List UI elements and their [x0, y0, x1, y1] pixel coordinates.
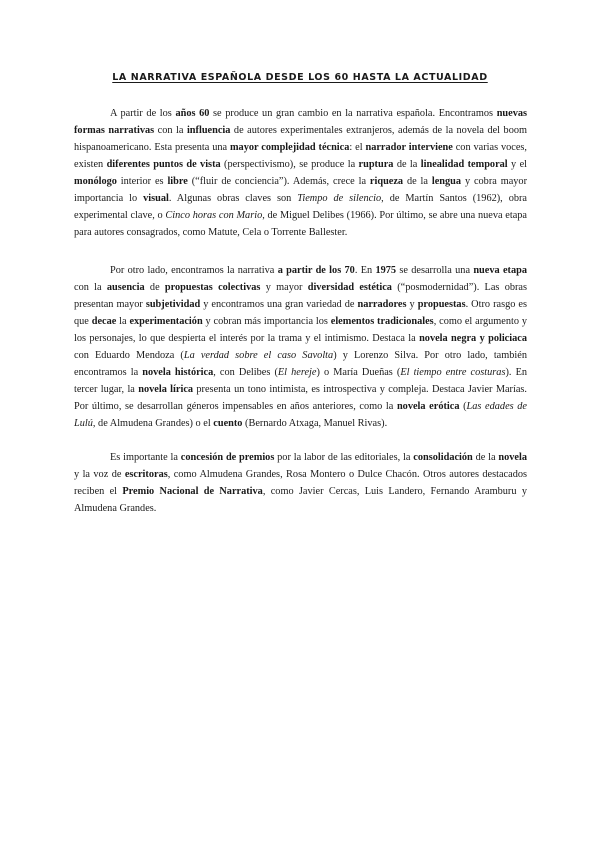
bold-text: 1975	[375, 265, 397, 276]
text-run: con varias voces, existen	[74, 142, 527, 170]
italic-title: La verdad sobre el caso Savolta	[183, 350, 334, 361]
page-title: LA NARRATIVA ESPAÑOLA DESDE LOS 60 HASTA LA ACTUALIDAD	[112, 72, 488, 83]
text-run: por la labor de las editoriales, la	[274, 452, 414, 463]
text-run: con la	[74, 282, 107, 293]
text-run: y cobra mayor importancia lo	[74, 176, 528, 204]
bold-text: novela histórica	[142, 367, 214, 378]
text-run: A partir de los	[110, 108, 176, 119]
text-run: presenta un tono intimista, es introspectiva y compleja. Destaca Javier Marías. Por último, se desarrollan géneros impensables en años anteriores, como la	[74, 384, 527, 412]
bold-text: riqueza	[369, 176, 404, 187]
bold-text: años 60	[175, 108, 210, 119]
text-run: y	[406, 299, 418, 310]
italic-title: Las edades de Lulú	[74, 401, 527, 429]
text-run: y encontramos una gran variedad de	[200, 299, 358, 310]
text-run: y la voz de	[74, 469, 125, 480]
text-run: y cobran más importancia los	[202, 316, 331, 327]
text-run: de la	[472, 452, 499, 463]
bold-text: novela lírica	[138, 384, 194, 395]
text-run: ). En tercer lugar, la	[74, 367, 528, 395]
paragraph-3	[74, 449, 527, 517]
text-run: de la	[403, 176, 432, 187]
bold-text: novela	[498, 452, 527, 463]
text-run: y mayor	[260, 282, 308, 293]
bold-text: escritoras	[124, 469, 168, 480]
text-run: . Algunas obras claves son	[168, 193, 298, 204]
italic-title: Tiempo de silencio	[297, 193, 382, 204]
text-run: ) y Lorenzo Silva. Por otro lado, también encontramos la	[74, 350, 527, 378]
text-run: y el	[507, 159, 528, 170]
bold-text: mayor complejidad técnica	[229, 142, 350, 153]
bold-text: influencia	[186, 125, 231, 136]
text-run: , de Miguel Delibes (1966). Por último, se abre una nueva etapa para autores consagrados, como Matute, Cela o Torrente Ballester.	[74, 210, 527, 238]
bold-text: concesión de premios	[180, 452, 275, 463]
bold-text: Premio Nacional de Narrativa	[122, 486, 263, 497]
text-run: se produce un gran cambio en la narrativa española. Encontramos	[209, 108, 497, 119]
text-run: la	[116, 316, 130, 327]
bold-text: experimentación	[129, 316, 203, 327]
italic-title: Cinco horas con Mario	[165, 210, 263, 221]
bold-text: cuento	[213, 418, 243, 429]
bold-text: ruptura	[358, 159, 394, 170]
paragraph-1	[74, 105, 527, 241]
bold-text: a partir de los 70	[277, 265, 355, 276]
text-run: . Otro rasgo es que	[74, 299, 527, 327]
bold-text: novela negra y policiaca	[419, 333, 527, 344]
bold-text: lengua	[431, 176, 462, 187]
text-run: , con Delibes (	[213, 367, 278, 378]
bold-text: consolidación	[413, 452, 473, 463]
text-run: , como Javier Cercas, Luis Landero, Fernando Aramburu y Almudena Grandes.	[74, 486, 527, 514]
bold-text: decae	[91, 316, 117, 327]
bold-text: propuestas	[417, 299, 466, 310]
bold-text: ausencia	[106, 282, 145, 293]
text-run: Por otro lado, encontramos la narrativa	[110, 265, 278, 276]
text-run: , como el argumento y los personajes, lo que despierta el interés por la trama y el intimismo. Destaca la	[74, 316, 527, 344]
bold-text: libre	[167, 176, 188, 187]
bold-text: narrador interviene	[365, 142, 453, 153]
bold-text: subjetividad	[145, 299, 201, 310]
bold-text: nuevas formas narrativas	[74, 108, 528, 136]
text-run: : el	[349, 142, 366, 153]
text-run: (	[459, 401, 467, 412]
paragraph-2	[74, 262, 527, 432]
text-run: (“posmodernidad”). Las obras presentan mayor	[74, 282, 528, 310]
bold-text: diferentes puntos de vista	[106, 159, 221, 170]
bold-text: monólogo	[74, 176, 117, 187]
text-run: , de Almudena Grandes) o el	[92, 418, 214, 429]
text-run: , de Martín Santos (1962), obra experimental clave, o	[74, 193, 527, 221]
bold-text: propuestas colectivas	[164, 282, 261, 293]
text-run: de la	[393, 159, 421, 170]
bold-text: novela erótica	[396, 401, 460, 412]
italic-title: El tiempo entre costuras	[400, 367, 506, 378]
text-run: con Eduardo Mendoza (	[74, 350, 184, 361]
text-run: (“fluir de conciencia”). Además, crece la	[187, 176, 370, 187]
text-run: . En	[354, 265, 376, 276]
bold-text: nueva etapa	[473, 265, 527, 276]
bold-text: narradores	[357, 299, 407, 310]
bold-text: diversidad estética	[307, 282, 392, 293]
text-run: Es importante la	[110, 452, 181, 463]
text-run: ) o María Dueñas (	[316, 367, 401, 378]
text-run: con la	[154, 125, 187, 136]
text-run: de autores experimentales extranjeros, además de la novela del boom hispanoamericano. Esta presenta una	[74, 125, 527, 153]
bold-text: elementos tradicionales	[330, 316, 434, 327]
bold-text: visual	[143, 193, 169, 204]
text-run: se desarrolla una	[396, 265, 474, 276]
text-run: (perspectivismo), se produce la	[220, 159, 359, 170]
bold-text: linealidad temporal	[420, 159, 508, 170]
text-run: de	[144, 282, 165, 293]
italic-title: El hereje	[277, 367, 317, 378]
text-run: (Bernardo Atxaga, Manuel Rivas).	[242, 418, 388, 429]
text-run: interior es	[116, 176, 168, 187]
text-run: , como Almudena Grandes, Rosa Montero o Dulce Chacón. Otros autores destacados reciben el	[74, 469, 528, 497]
